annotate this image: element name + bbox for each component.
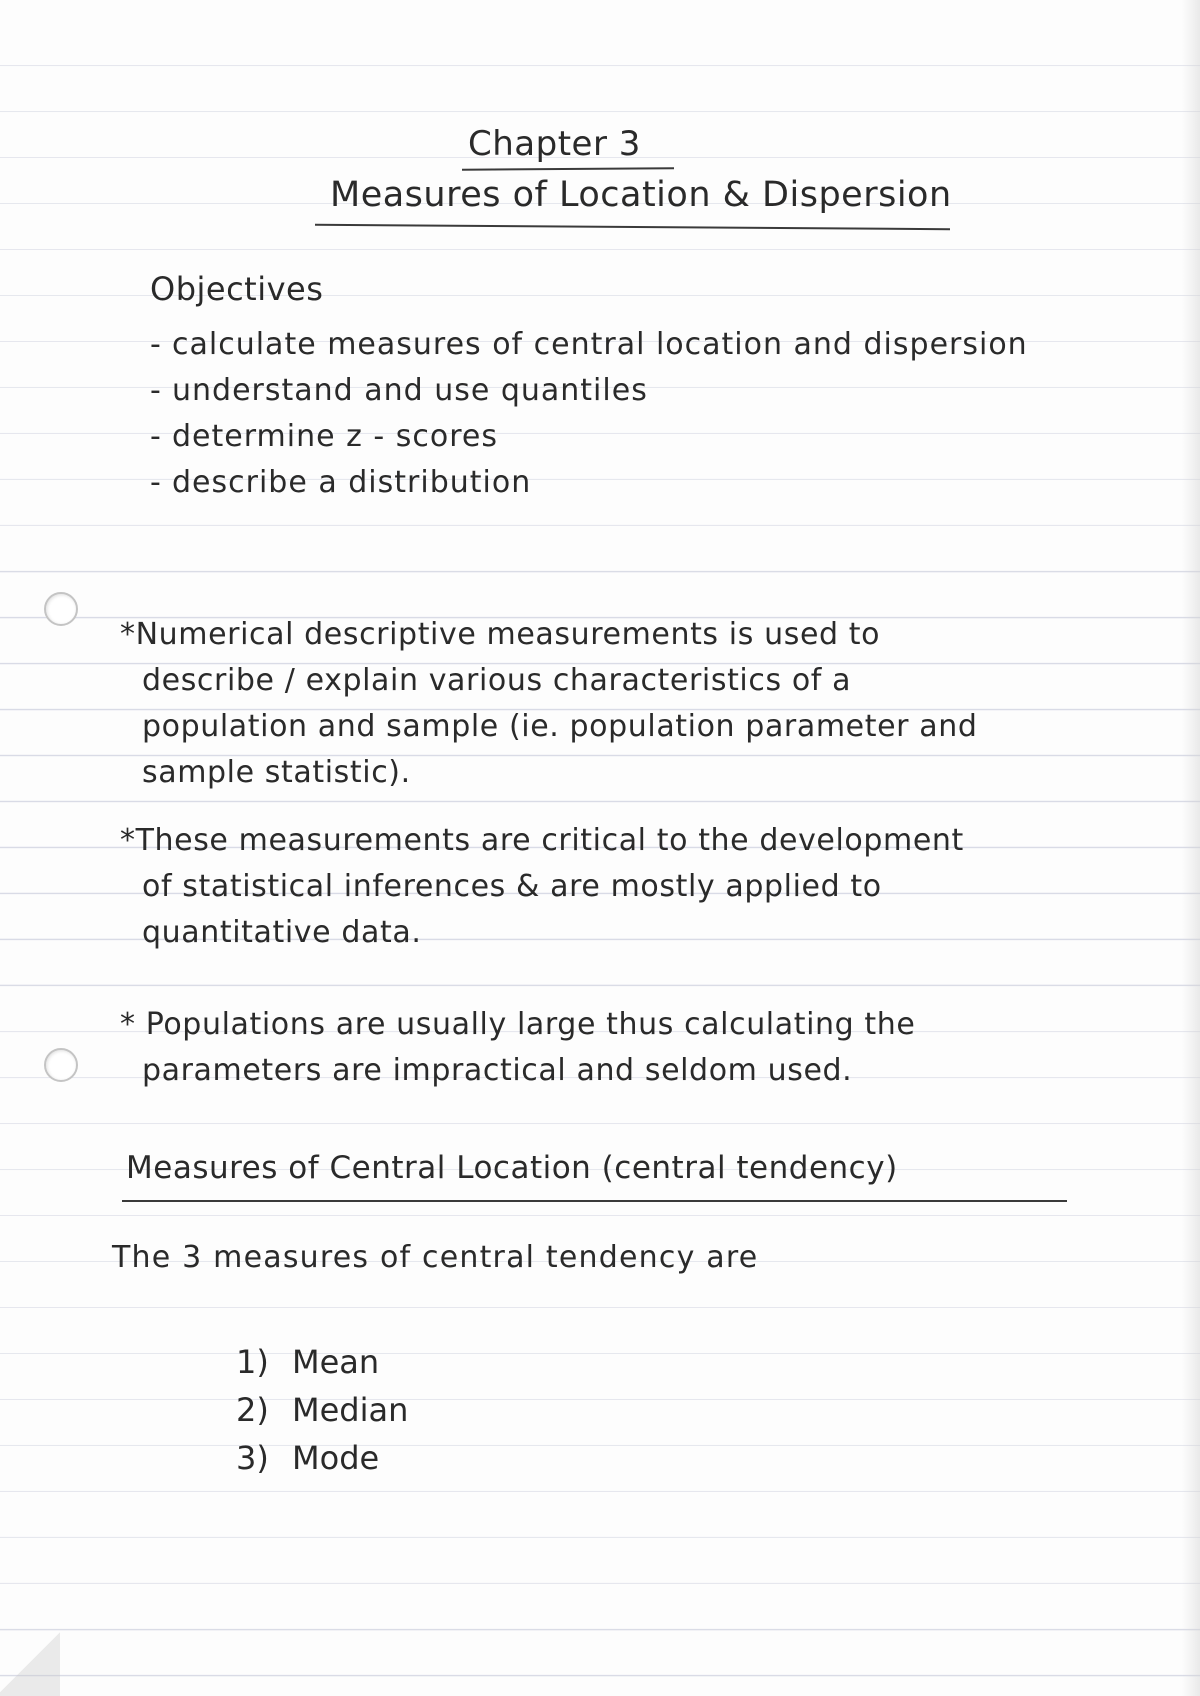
paragraph-line: sample statistic). [142,755,411,790]
subtitle-underline [315,224,950,230]
item-number: 3) [236,1439,269,1477]
punch-hole-icon [44,592,78,626]
section-intro: The 3 measures of central tendency are [112,1240,759,1275]
paragraph-line: *These measurements are critical to the development [120,823,964,858]
objective-text: calculate measures of central location and dispersion [172,327,1028,362]
list-item [236,1386,408,1434]
title-underline [462,167,674,170]
measures-list [236,1338,408,1482]
punch-hole-icon [44,1048,78,1082]
paragraph-line: parameters are impractical and seldom used. [142,1053,853,1088]
dash-marker: - [150,327,162,362]
objectives-heading: Objectives [150,270,324,308]
paragraph-line: population and sample (ie. population parameter and [142,709,978,744]
list-item [236,1338,408,1386]
page-title: Chapter 3 [468,124,641,164]
paragraph-line: * Populations are usually large thus calculating the [120,1007,916,1042]
list-item [236,1434,408,1482]
dash-marker: - [150,373,162,408]
objective-text: describe a distribution [172,465,532,500]
paragraph-line: of statistical inferences & are mostly applied to [142,869,882,904]
paragraph-numerical-measurements [120,612,977,796]
objective-text: understand and use quantiles [172,373,648,408]
section-heading: Measures of Central Location (central tendency) [126,1150,898,1186]
objectives-list [150,322,1028,506]
paragraph-line: *Numerical descriptive measurements is used to [120,617,881,652]
page-edge-shadow [1182,0,1200,1696]
item-number: 1) [236,1343,269,1381]
paragraph-statistical-inferences [120,818,964,956]
paragraph-line: quantitative data. [142,915,422,950]
paragraph-line: describe / explain various characteristics of a [142,663,852,698]
page-subtitle: Measures of Location & Dispersion [330,175,952,215]
item-number: 2) [236,1391,269,1429]
list-item [150,322,1028,368]
page-corner-fold [0,1628,60,1696]
objective-text: determine z - scores [172,419,498,454]
list-item [150,414,1028,460]
dash-marker: - [150,465,162,500]
measure-label: Mode [292,1439,380,1477]
paragraph-populations [120,1002,915,1094]
list-item [150,368,1028,414]
list-item [150,460,1028,506]
section-underline [122,1200,1067,1202]
measure-label: Mean [292,1343,380,1381]
dash-marker: - [150,419,162,454]
measure-label: Median [292,1391,409,1429]
